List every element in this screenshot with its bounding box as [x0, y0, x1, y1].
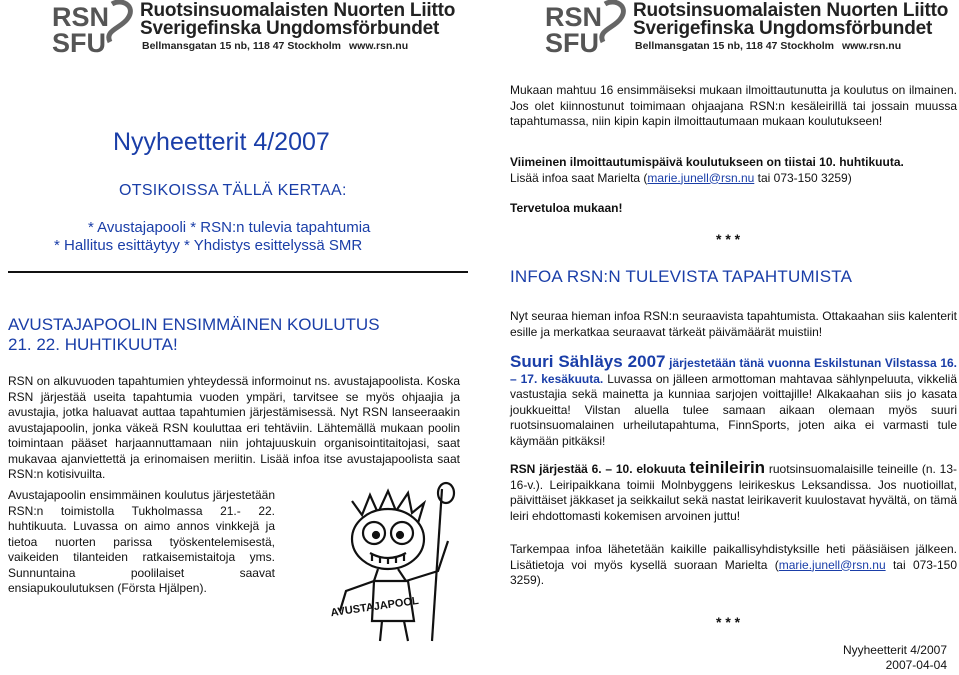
org-name-sv: Sverigefinska Ungdomsförbundet [140, 18, 440, 39]
welcome-text: Tervetuloa mukaan! [510, 201, 623, 215]
email-link[interactable]: marie.junell@rsn.nu [647, 170, 755, 185]
section-title-training [8, 315, 380, 355]
event-salays-title: Suuri Sähläys 2007 [510, 352, 666, 371]
newsletter-title: Nyyheetterit 4/2007 [113, 128, 330, 156]
section-title-line-1: AVUSTAJAPOOLIN ENSIMMÄINEN KOULUTUS [8, 315, 380, 334]
rsn-logo-right [545, 0, 949, 56]
registration-deadline: Viimeinen ilmoittautumispäivä koulutukseen on tiistai 10. huhtikuuta. [510, 155, 904, 169]
org-name-sv: Sverigefinska Ungdomsförbundet [633, 18, 933, 39]
org-website[interactable]: www.rsn.nu [349, 40, 409, 52]
separator-stars: * * * [716, 231, 741, 247]
contents-heading: OTSIKOISSA TÄLLÄ KERTAA: [119, 182, 347, 199]
org-address: Bellmansgatan 15 nb, 118 47 Stockholm [635, 40, 834, 52]
svg-text:SFU: SFU [545, 28, 599, 56]
rsn-sfu-logo-icon [52, 0, 138, 56]
event-salays-when: järjestetään tänä vuonna Eskilstunan Vilstassa 16. – 17. kesäkuuta. [510, 356, 958, 386]
footer-date: 2007-04-04 [885, 658, 947, 672]
divider [8, 271, 468, 273]
training-paragraph-2: Avustajapoolin ensimmäinen koulutus järjestetään RSN:n toimistolla Tukholmassa 21.- 22. huhtikuuta. Luvassa on aimo annos vinkkejä ja tietoa nuorten parissa työskentelemisestä, vaikeiden tilanteiden ratkaisemistaitoja yms. Sunnuntaina poolilaiset saavat ensiapukoulutuksen (Första Hjälpen). [8, 488, 275, 595]
event-salays: Suuri Sähläys 2007 järjestetään tänä vuonna Eskilstunan Vilstassa 16. – 17. kesäkuuta. Luvassa on jälleen armottoman mahtavaa sählynpeluuta, vikkeliä vastustajia sekä mainetta ja kunniaa sarjojen voittajille! Alkakaahan siis jo kasata joukkueitta! Vilstan aluella tulee samaan aikaan olemaan myös suuri ruotsinsuomalainen urheilutapahtuma, FinnSports, joten aika ei varmasti tule käymään pitkäksi! [510, 352, 958, 448]
svg-text:RSN: RSN [52, 2, 110, 32]
svg-text:SFU: SFU [52, 28, 106, 56]
contact-line: Lisää infoa saat Marielta (marie.junell@rsn.nu tai 073-150 3259) [510, 170, 852, 185]
contents-line-1: * Avustajapooli * RSN:n tulevia tapahtumia [88, 219, 371, 236]
event-teini-when: RSN järjestää 6. – 10. elokuuta [510, 462, 690, 476]
training-paragraph-1: RSN on alkuvuoden tapahtumien yhteydessä informoinut ns. avustajapoolista. Koska RSN järjestää useita tapahtumia vuoden ympäri, tarvitsee se myös ohjaajia ja avustajia, jotka haluavat auttaa tapahtumien järjestämisessä. Nyt RSN lanseeraakin avustajapoolin, jonka väkeä RSN kouluttaa eri tehtäviin. Lähtemällä mukaan poolin toimintaan pääset harjaannuttamaan niin johtajuuskuin organisointitaitojasi, saat mukavaa ajanviettettä ja erinomaisen meriitin. Lisää infoa itse avustajapoolista saat RSN:n kotisivuilta. [8, 374, 460, 481]
rsn-logo-left [52, 0, 456, 56]
more-info-paragraph: Tarkempaa infoa lähetetään kaikille paikallisyhdistyksille heti pääsiäisen jälkeen. Lisätietoja voi myös kysellä suoraan Marielta (marie.junell@rsn.nu tai 073-150 3259). [510, 542, 957, 587]
cartoon-illustration-icon [322, 481, 464, 645]
events-intro: Nyt seuraa hieman infoa RSN:n seuraavista tapahtumista. Ottakaahan siis kalenterit esille ja merkatkaa seuraavat tärkeät päivämäärät muistiin! [510, 309, 957, 339]
org-name-fi: Ruotsinsuomalaisten Nuorten Liitto [633, 0, 949, 21]
org-address: Bellmansgatan 15 nb, 118 47 Stockholm [142, 40, 341, 52]
email-link[interactable]: marie.junell@rsn.nu [778, 557, 886, 572]
section-title-line-2: 21. 22. HUHTIKUUTA! [8, 335, 178, 354]
training-paragraph-3: Mukaan mahtuu 16 ensimmäiseksi mukaan ilmoittautunutta ja koulutus on ilmainen. Jos olet kiinnostunut toimimaan ohjaajana RSN:n kesäleirillä tai jossain muussa tapahtumassa, niin kipin kapin ilmoittautumaan mukaan koulutukseen! [510, 83, 957, 128]
svg-text:RSN: RSN [545, 2, 603, 32]
org-name-fi: Ruotsinsuomalaisten Nuorten Liitto [140, 0, 456, 21]
contents-line-2: * Hallitus esittäytyy * Yhdistys esittelyssä SMR [54, 237, 363, 254]
event-teini-title: teinileirin [689, 458, 766, 477]
footer-issue: Nyyheetterit 4/2007 [842, 643, 947, 657]
illustration-text: AVUSTAJAPOOL [329, 594, 420, 620]
event-teinileiri: RSN järjestää 6. – 10. elokuuta teinileirin ruotsinsuomalaisille teineille (n. 13-16-v.). Leiripaikkana toimii Molnbyggens leirikeskus Leksandissa. Jos nuotioillat, päivittäiset jäkkaset ja seikkailut sekä nastat leirikaverit kuulostavat hyvältä, on tämä leiri ehdottomasti kokemisen arvoinen juttu! [510, 458, 957, 523]
footer [843, 643, 947, 673]
rsn-sfu-logo-icon [545, 0, 631, 56]
org-website[interactable]: www.rsn.nu [842, 40, 902, 52]
section-title-events: INFOA RSN:N TULEVISTA TAPAHTUMISTA [510, 267, 853, 286]
separator-stars: * * * [716, 614, 741, 630]
registration-info [510, 155, 957, 186]
